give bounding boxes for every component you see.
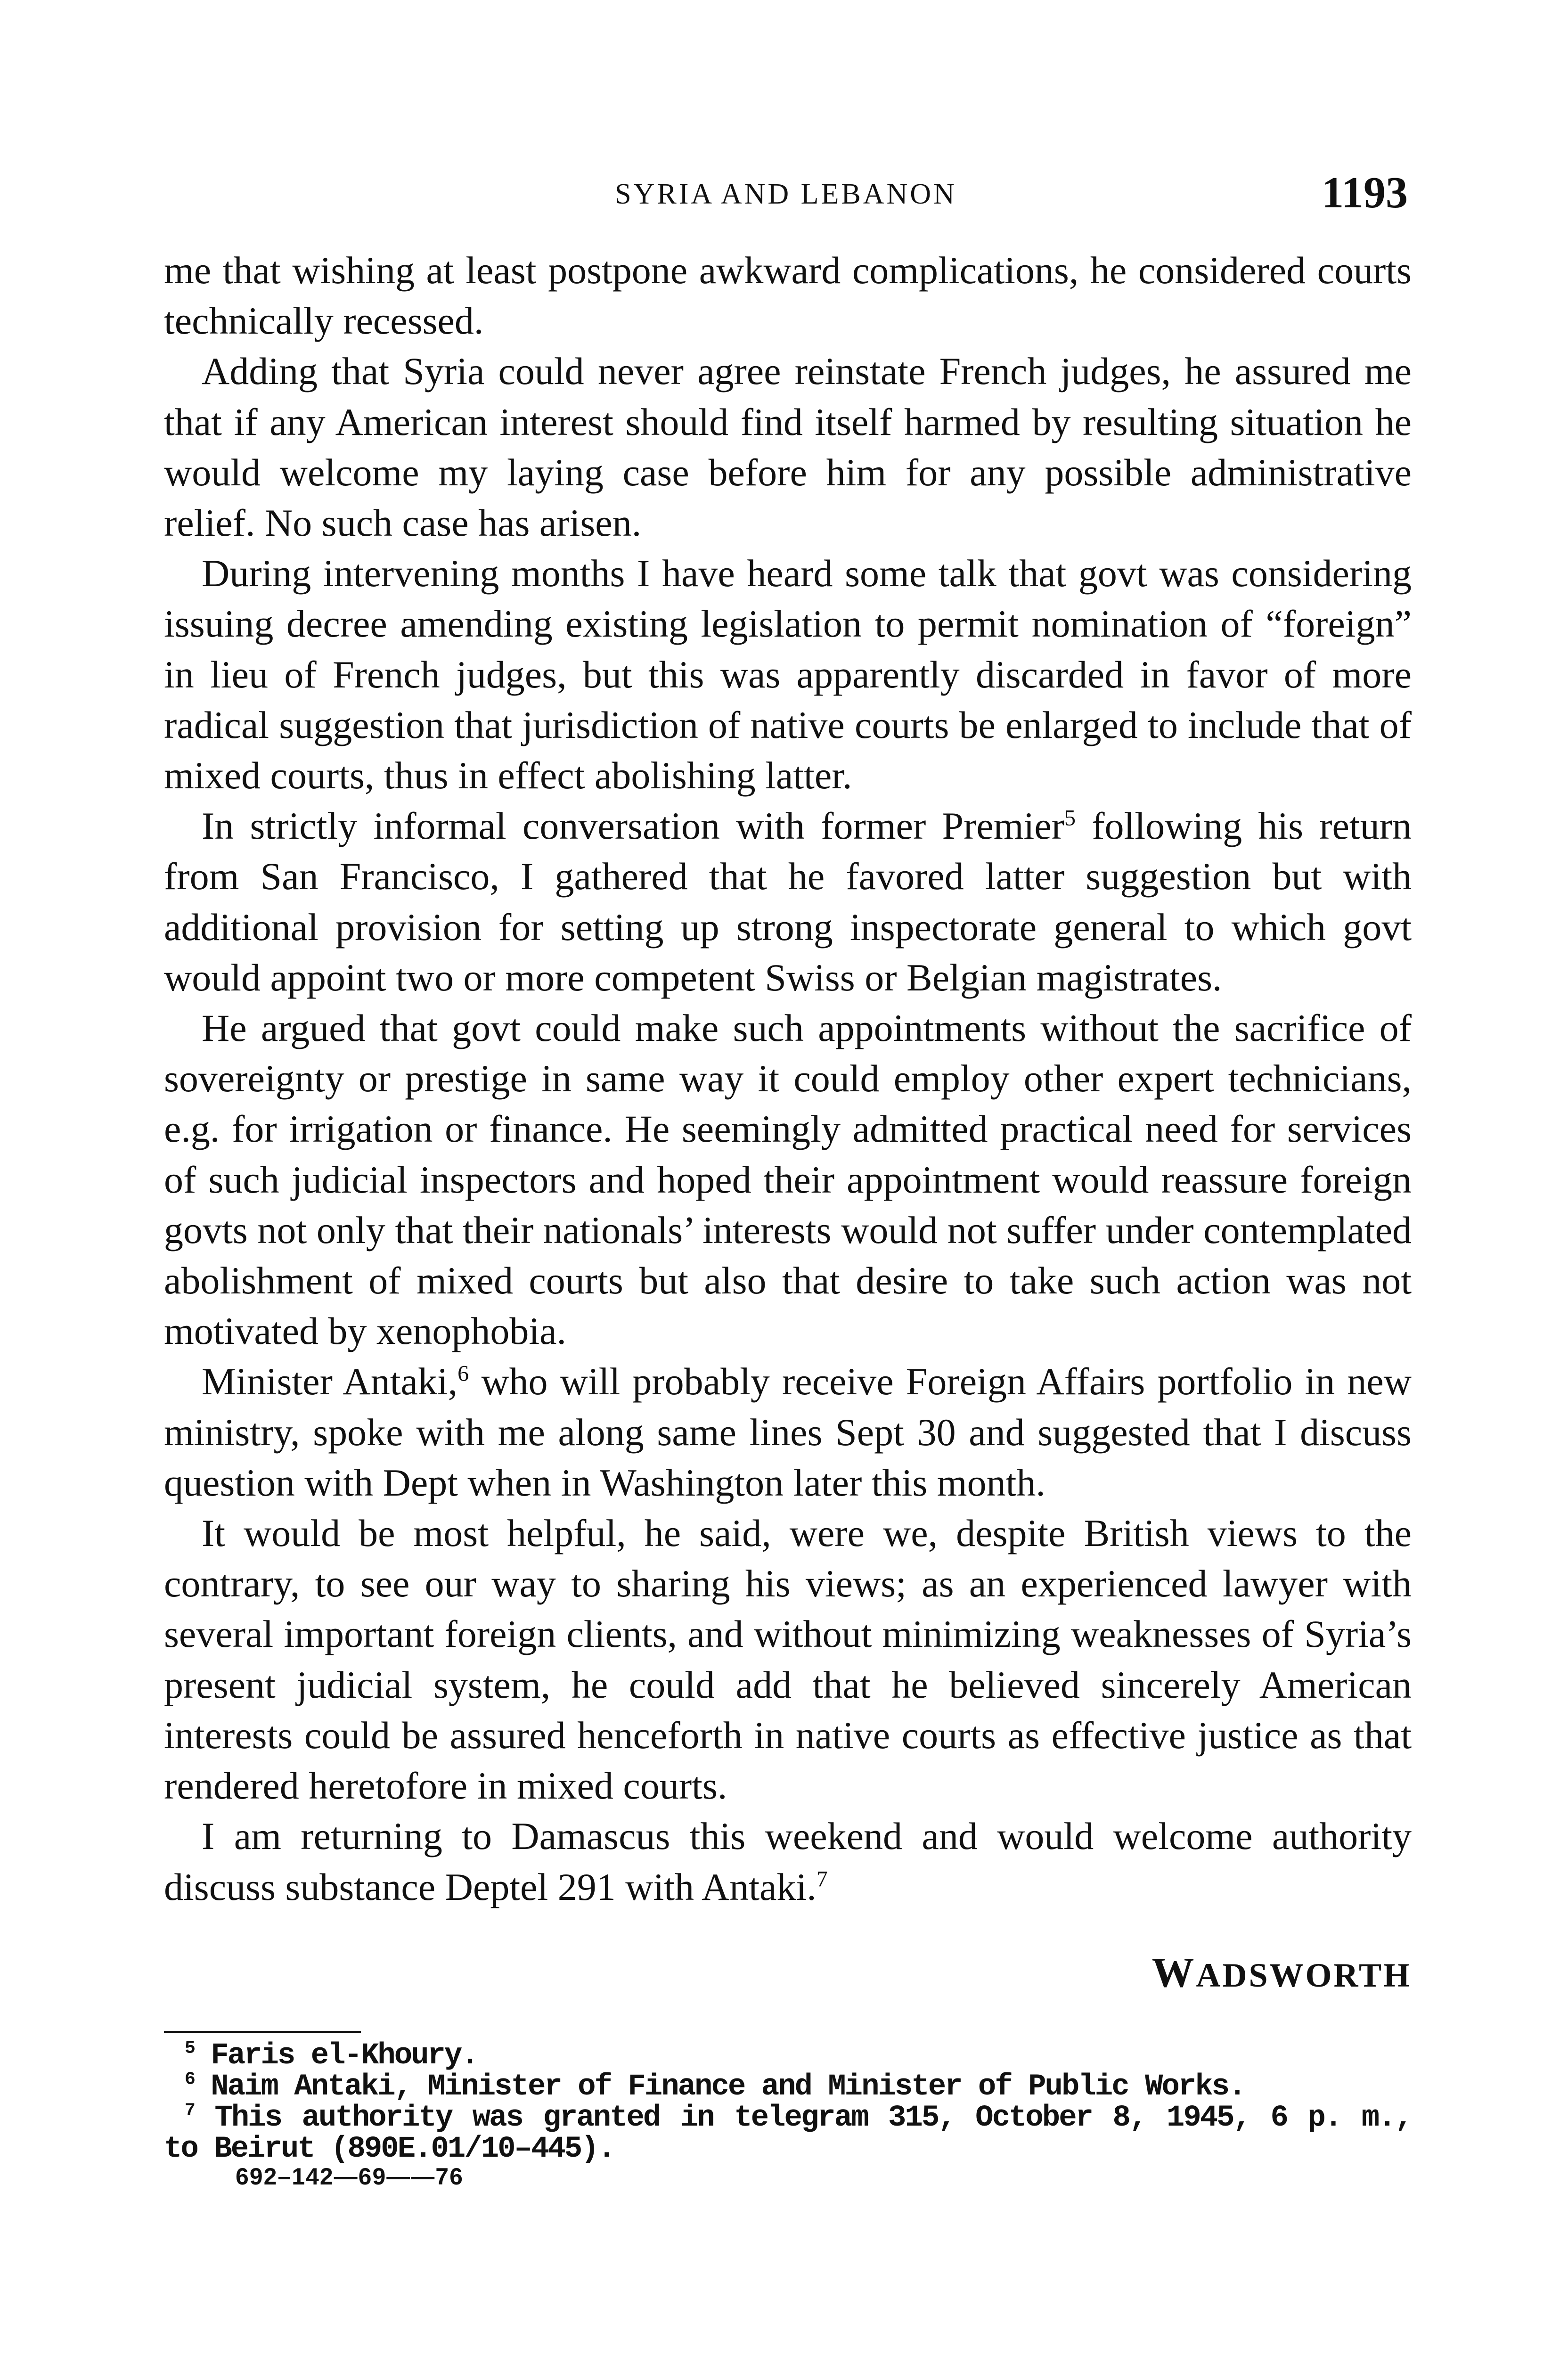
footnote-mark: 5 [185,2038,194,2059]
paragraph-text: who will probably receive Foreign Affairs portfolio in new ministry, spoke with me along same lines Sept 30 and suggested that I discuss question with Dept when in Washington later this month. [164,1360,1412,1504]
footnote [164,2102,1412,2165]
printer-code: 692–142—69——76 [236,2163,464,2190]
footnote [164,2071,1412,2102]
paragraph: It would be most helpful, he said, were we, despite British views to the contrary, to see our way to sharing his views; as an experienced lawyer with several important foreign clients, and without minimizing weaknesses of Syria’s present judicial system, he could add that he believed sincerely American interests could be assured henceforth in native courts as effective justice as that rendered heretofore in mixed courts. [164,1512,1412,1808]
footnote-text: Naim Antaki, Minister of Finance and Minister of Public Works. [211,2070,1245,2104]
signature [1152,1948,1412,1997]
footnote-reference: 7 [816,1866,828,1892]
paragraph: Adding that Syria could never agree reinstate French judges, he assured me that if any American interest should find itself harmed by resulting situation he would welcome my laying case before him for any possible administrative relief. No such case has arisen. [164,350,1412,545]
footnote-mark: 6 [185,2069,194,2090]
footnote-reference: 6 [457,1361,469,1387]
body-text [164,245,1412,1912]
footnotes [164,2040,1412,2165]
footnote-reference: 5 [1064,805,1076,831]
paragraph-text: following his return from San Francisco, I gathered that he favored latter suggestion but with additional provision for setting up strong inspectorate general to which govt would appoint two or more competent Swiss or Belgian magistrates. [164,804,1412,999]
footnote-text: Faris el-Khoury. [211,2039,478,2073]
signature-initial: W [1152,1949,1196,1996]
paragraph-text: In strictly informal conversation with former Premier [202,804,1065,848]
footnote-divider [164,2031,361,2033]
paragraph-text: I am returning to Damascus this weekend and would welcome authority discuss substance Deptel 291 with Antaki. [164,1815,1412,1908]
footnote-mark: 7 [185,2100,194,2121]
paragraph [164,801,1412,1003]
paragraph [164,1356,1412,1508]
running-header [164,167,1408,217]
page-number: 1193 [1322,168,1408,217]
footnote-text: This authority was granted in telegram 315, October 8, 1945, 6 p. m., to Beirut (890E.01/10–445). [164,2101,1412,2166]
paragraph: me that wishing at least postpone awkward complications, he considered courts technically recessed. [164,249,1412,343]
paragraph [164,1811,1412,1912]
paragraph-text: Minister Antaki, [202,1360,458,1403]
signature-rest: ADSWORTH [1196,1956,1412,1994]
paragraph: During intervening months I have heard some talk that govt was considering issuing decree amending existing legislation to permit nomination of “foreign” in lieu of French judges, but this was apparently discarded in favor of more radical suggestion that jurisdiction of native courts be enlarged to include that of mixed courts, thus in effect abolishing latter. [164,552,1412,797]
footnote [164,2040,1412,2071]
running-title: SYRIA AND LEBANON [615,178,957,210]
paragraph: He argued that govt could make such appointments without the sacrifice of sovereignty or prestige in same way it could employ other expert technicians, e.g. for irrigation or finance. He seemingly admitted practical need for services of such judicial inspectors and hoped their appointment would reassure foreign govts not only that their nationals’ interests would not suffer under contemplated abolishment of mixed courts but also that desire to take such action was not motivated by xenophobia. [164,1006,1412,1353]
